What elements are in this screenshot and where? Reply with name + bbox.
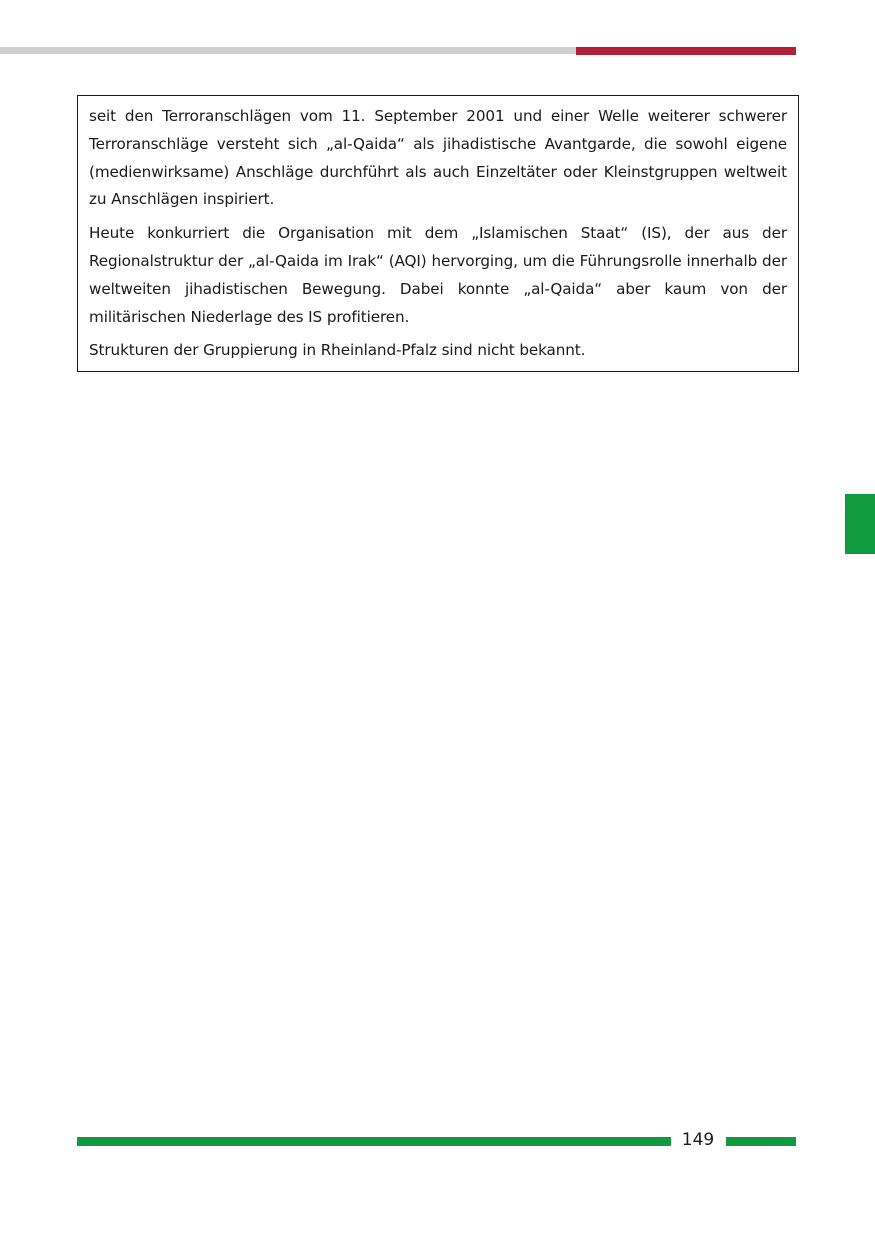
chapter-marker-tab (845, 494, 875, 554)
info-box-paragraph-1: seit den Terroranschlägen vom 11. September 2001 und einer Welle weiterer schwerer Terroranschläge versteht sich „al-Qaida“ als jihadistische Avantgarde, die sowohl eigene (medienwirksame) Anschläge durchführt als auch Einzeltäter oder Kleinstgruppen weltweit zu Anschlägen inspiriert. (89, 107, 787, 209)
header-rule-gray (0, 47, 576, 54)
info-box (77, 95, 799, 372)
footer-rule-left (77, 1137, 671, 1146)
page-number: 149 (681, 1130, 715, 1150)
info-box-paragraph-2: Heute konkurriert die Organisation mit dem „Islamischen Staat“ (IS), der aus der Regionalstruktur der „al-Qaida im Irak“ (AQI) hervorging, um die Führungsrolle innerhalb der weltweiten jihadistischen Bewegung. Dabei konnte „al-Qaida“ aber kaum von der militärischen Niederlage des IS profitieren. (89, 224, 787, 326)
header-rule-accent (576, 47, 796, 55)
info-box-paragraph-3: Strukturen der Gruppierung in Rheinland-Pfalz sind nicht bekannt. (89, 341, 586, 360)
footer-rule-right (726, 1137, 796, 1146)
